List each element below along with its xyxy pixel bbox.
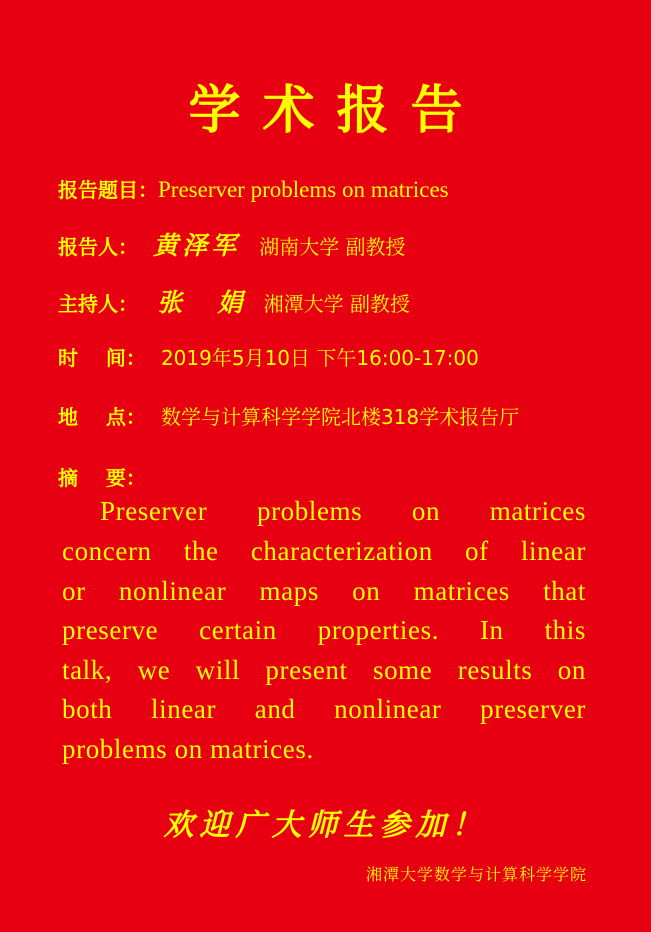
place-value: 数学与计算科学学院北楼318学术报告厅 [160, 405, 520, 429]
place-label: 地 点： [58, 405, 146, 429]
poster-title: 学术报告 [188, 81, 485, 141]
place-row [58, 401, 519, 430]
speaker-affiliation: 湖南大学 副教授 [259, 235, 406, 259]
topic-value: Preserver problems on matrices [158, 177, 449, 202]
abstract-line: or nonlinear maps on matrices that [62, 576, 586, 606]
speaker-row [58, 226, 406, 262]
topic-label: 报告题目： [58, 178, 158, 202]
time-value: 2019年5月10日 下午16:00-17:00 [160, 346, 479, 370]
time-label: 时 间： [58, 346, 146, 370]
welcome-message: 欢迎广大师生参加！ [163, 808, 488, 843]
topic-row [58, 174, 449, 203]
host-name: 张 娟 [157, 288, 249, 317]
abstract-line: both linear and nonlinear preserver [62, 694, 586, 724]
host-row [58, 283, 410, 319]
time-row [58, 342, 479, 371]
speaker-name: 黄泽军 [153, 231, 241, 260]
abstract-label: 摘 要： [58, 466, 146, 490]
host-affiliation: 湘潭大学 副教授 [263, 292, 410, 316]
organizer: 湘潭大学数学与计算科学学院 [365, 865, 587, 884]
abstract-line: preserve certain properties. In this [62, 615, 586, 645]
host-label: 主持人： [58, 292, 138, 316]
abstract-line: concern the characterization of linear [62, 536, 586, 566]
abstract-line: problems on matrices. [62, 734, 314, 764]
abstract-line: talk, we will present some results on [62, 655, 586, 685]
abstract-line: Preserver problems on matrices [100, 496, 586, 526]
speaker-label: 报告人： [58, 235, 138, 259]
